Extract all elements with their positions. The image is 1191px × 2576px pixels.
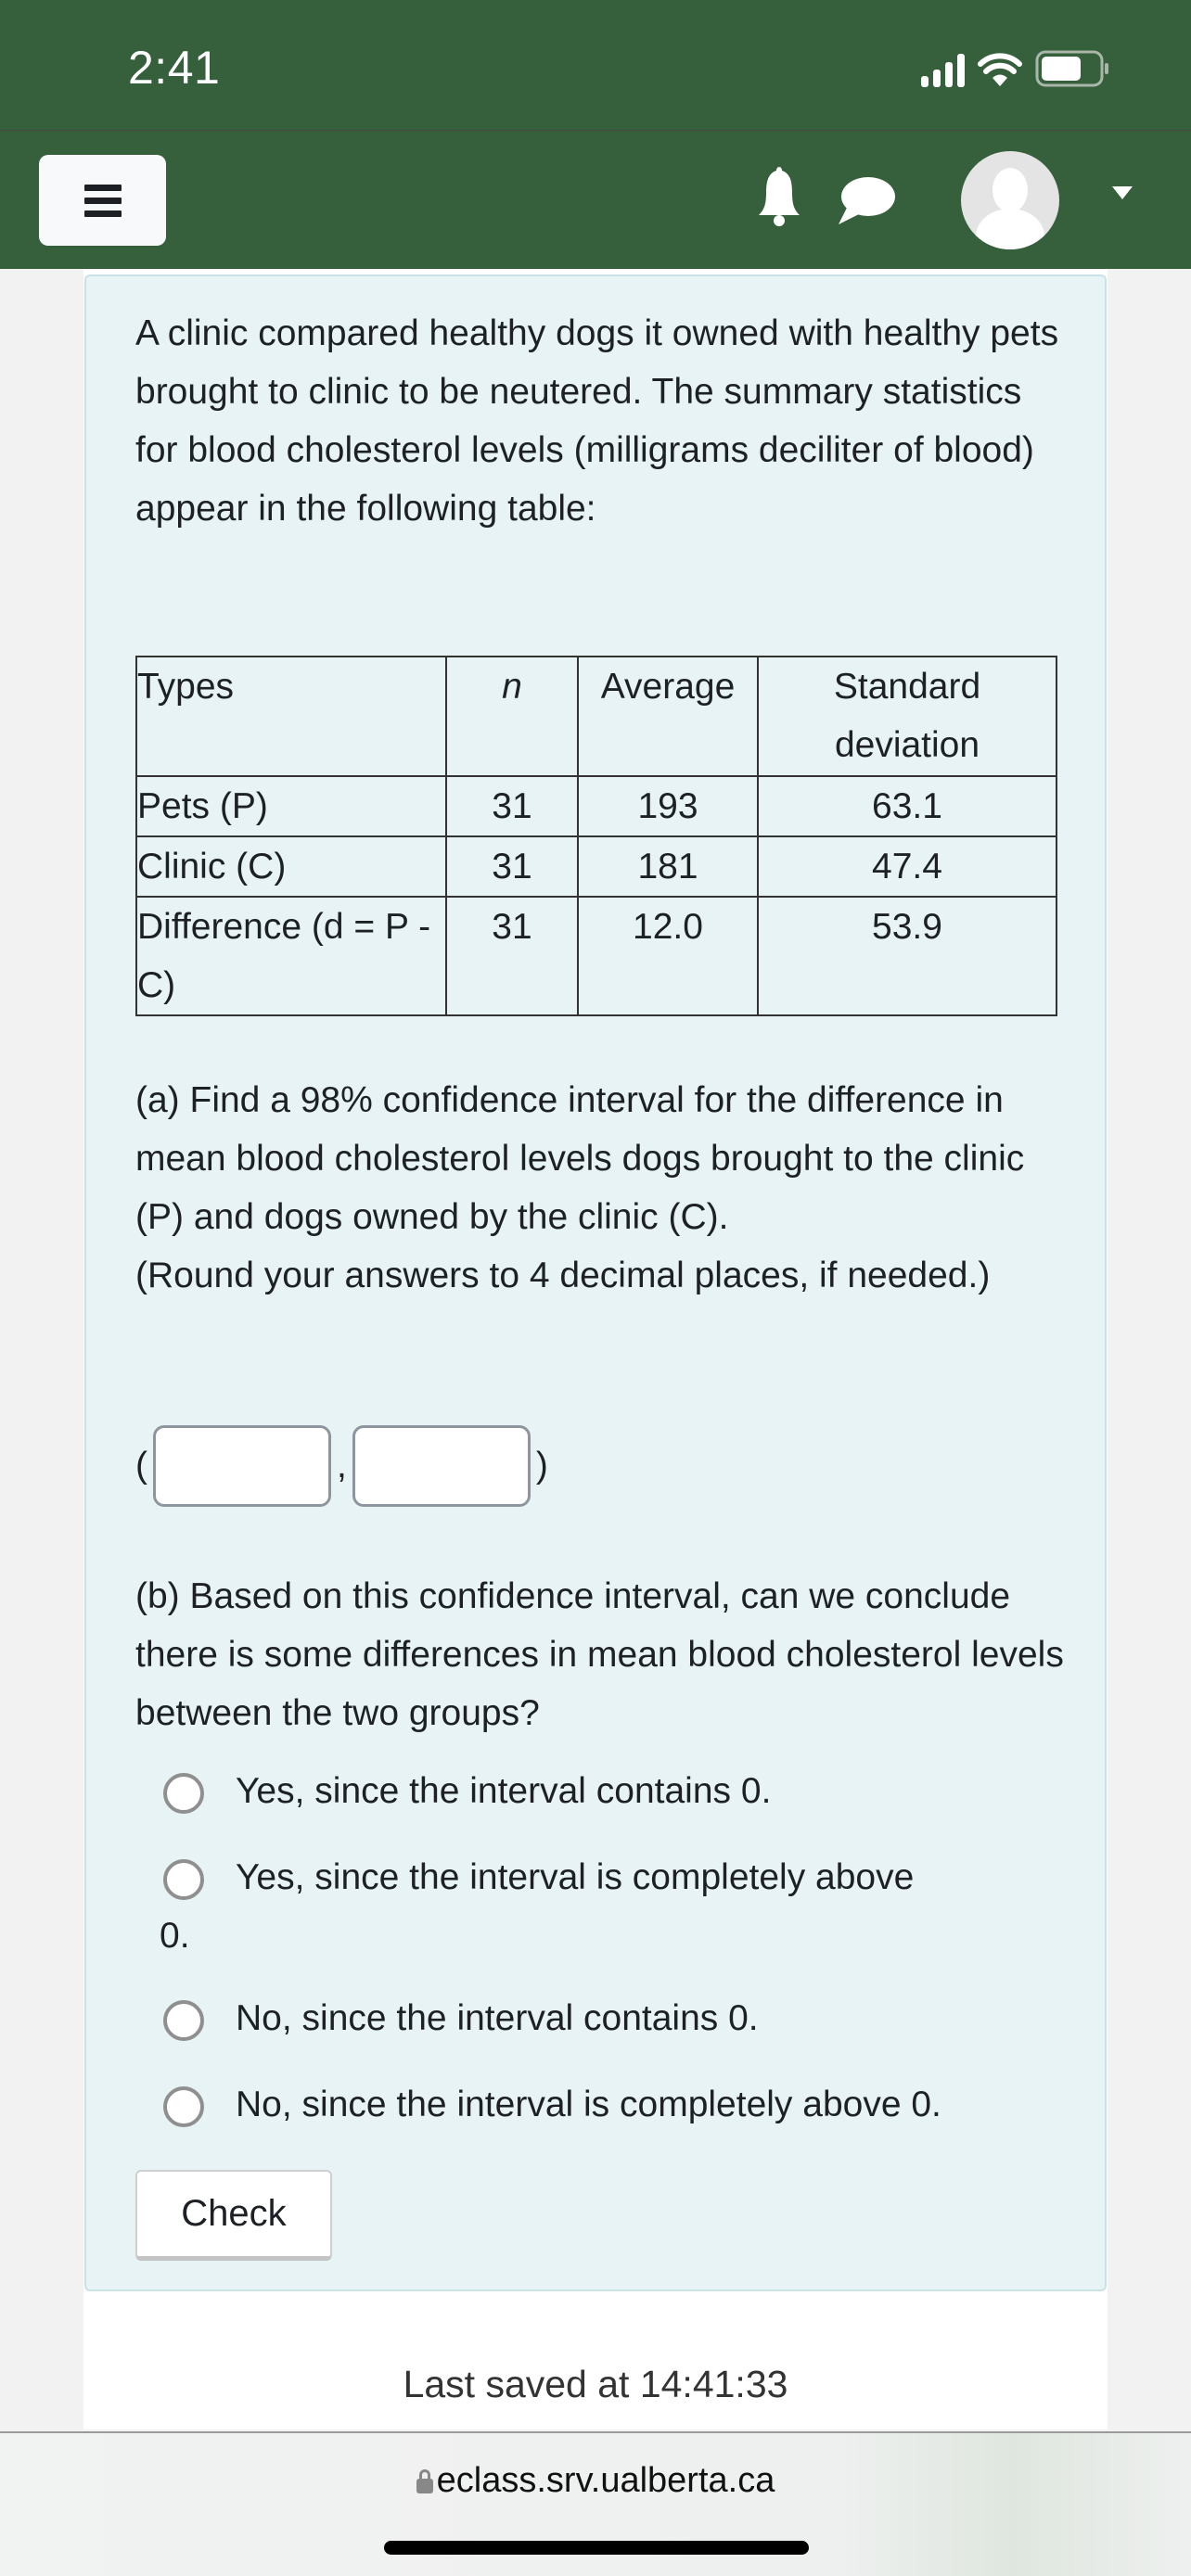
radio-button[interactable] [163, 2000, 204, 2041]
caret-down-icon[interactable] [1112, 186, 1133, 199]
option-no-contains-0[interactable] [160, 1989, 1050, 2047]
table-cell: Difference (d = P - C) [136, 897, 446, 1015]
chat-bubble-icon[interactable] [835, 174, 896, 231]
option-label: Yes, since the interval is completely above [236, 1857, 915, 1897]
table-cell: 31 [446, 897, 578, 1015]
part-a-instruction: (Round your answers to 4 decimal places, if needed.) [135, 1256, 991, 1295]
option-label: No, since the interval contains 0. [236, 1998, 759, 2038]
open-paren: ( [135, 1446, 147, 1486]
upper-bound-input[interactable] [352, 1425, 531, 1507]
separator-comma: , [337, 1446, 347, 1486]
radio-button[interactable] [163, 1773, 204, 1814]
table-cell: 12.0 [578, 897, 758, 1015]
status-time: 2:41 [128, 42, 221, 94]
table-row [136, 836, 1057, 897]
bell-icon[interactable] [751, 165, 807, 231]
header-average: Average [578, 657, 758, 776]
battery-icon [1035, 50, 1111, 87]
radio-button[interactable] [163, 1859, 204, 1900]
table-header-row [136, 657, 1057, 776]
header-divider [0, 130, 1191, 131]
wifi-icon [978, 52, 1022, 87]
status-icons [921, 50, 1111, 87]
option-yes-above-0[interactable] [160, 1848, 1050, 1965]
table-row [136, 897, 1057, 1015]
app-header [0, 0, 1191, 269]
table-cell: Clinic (C) [136, 836, 446, 897]
last-saved-status: Last saved at 14:41:33 [403, 2363, 788, 2405]
header-types: Types [136, 657, 446, 776]
option-yes-contains-0[interactable] [160, 1762, 1050, 1820]
url-display[interactable] [0, 2461, 1191, 2501]
table-cell: Pets (P) [136, 776, 446, 836]
part-b-options [160, 1762, 1050, 2134]
option-label-wrap: 0. [160, 1916, 190, 1956]
option-label: Yes, since the interval contains 0. [236, 1771, 772, 1811]
summary-stats-table [135, 656, 1057, 1016]
lock-icon [416, 2469, 433, 2493]
check-button[interactable]: Check [135, 2170, 332, 2261]
close-paren: ) [535, 1446, 548, 1486]
header-n: n [446, 657, 578, 776]
confidence-interval-inputs [135, 1424, 548, 1508]
option-label: No, since the interval is completely above 0. [236, 2085, 941, 2124]
part-a-question: (a) Find a 98% confidence interval for the difference in mean blood cholesterol levels dogs brought to the clinic (P) and dogs owned by the clinic (C). [135, 1080, 1025, 1237]
radio-button[interactable] [163, 2086, 204, 2127]
home-indicator [384, 2541, 809, 2555]
table-cell: 193 [578, 776, 758, 836]
hamburger-menu-icon [84, 185, 122, 191]
part-b-prompt: (b) Based on this confidence interval, can we conclude there is some differences in mean blood cholesterol levels between the two groups? [135, 1576, 1064, 1733]
table-row [136, 776, 1057, 836]
header-standard-deviation: Standard deviation [758, 657, 1057, 776]
menu-button[interactable] [39, 155, 166, 246]
question-intro: A clinic compared healthy dogs it owned with healthy pets brought to clinic to be neutered. The summary statistics for blood cholesterol levels (milligrams deciliter of blood) appear in the following table: [135, 313, 1059, 529]
option-no-above-0[interactable] [160, 2075, 1050, 2134]
table-cell: 181 [578, 836, 758, 897]
table-cell: 63.1 [758, 776, 1057, 836]
part-a-prompt [135, 1071, 1063, 1305]
table-cell: 31 [446, 836, 578, 897]
cellular-signal-icon [921, 54, 965, 87]
table-cell: 47.4 [758, 836, 1057, 897]
user-avatar[interactable] [961, 151, 1059, 249]
lower-bound-input[interactable] [153, 1425, 331, 1507]
table-cell: 53.9 [758, 897, 1057, 1015]
table-cell: 31 [446, 776, 578, 836]
url-text: eclass.srv.ualberta.ca [436, 2461, 775, 2500]
